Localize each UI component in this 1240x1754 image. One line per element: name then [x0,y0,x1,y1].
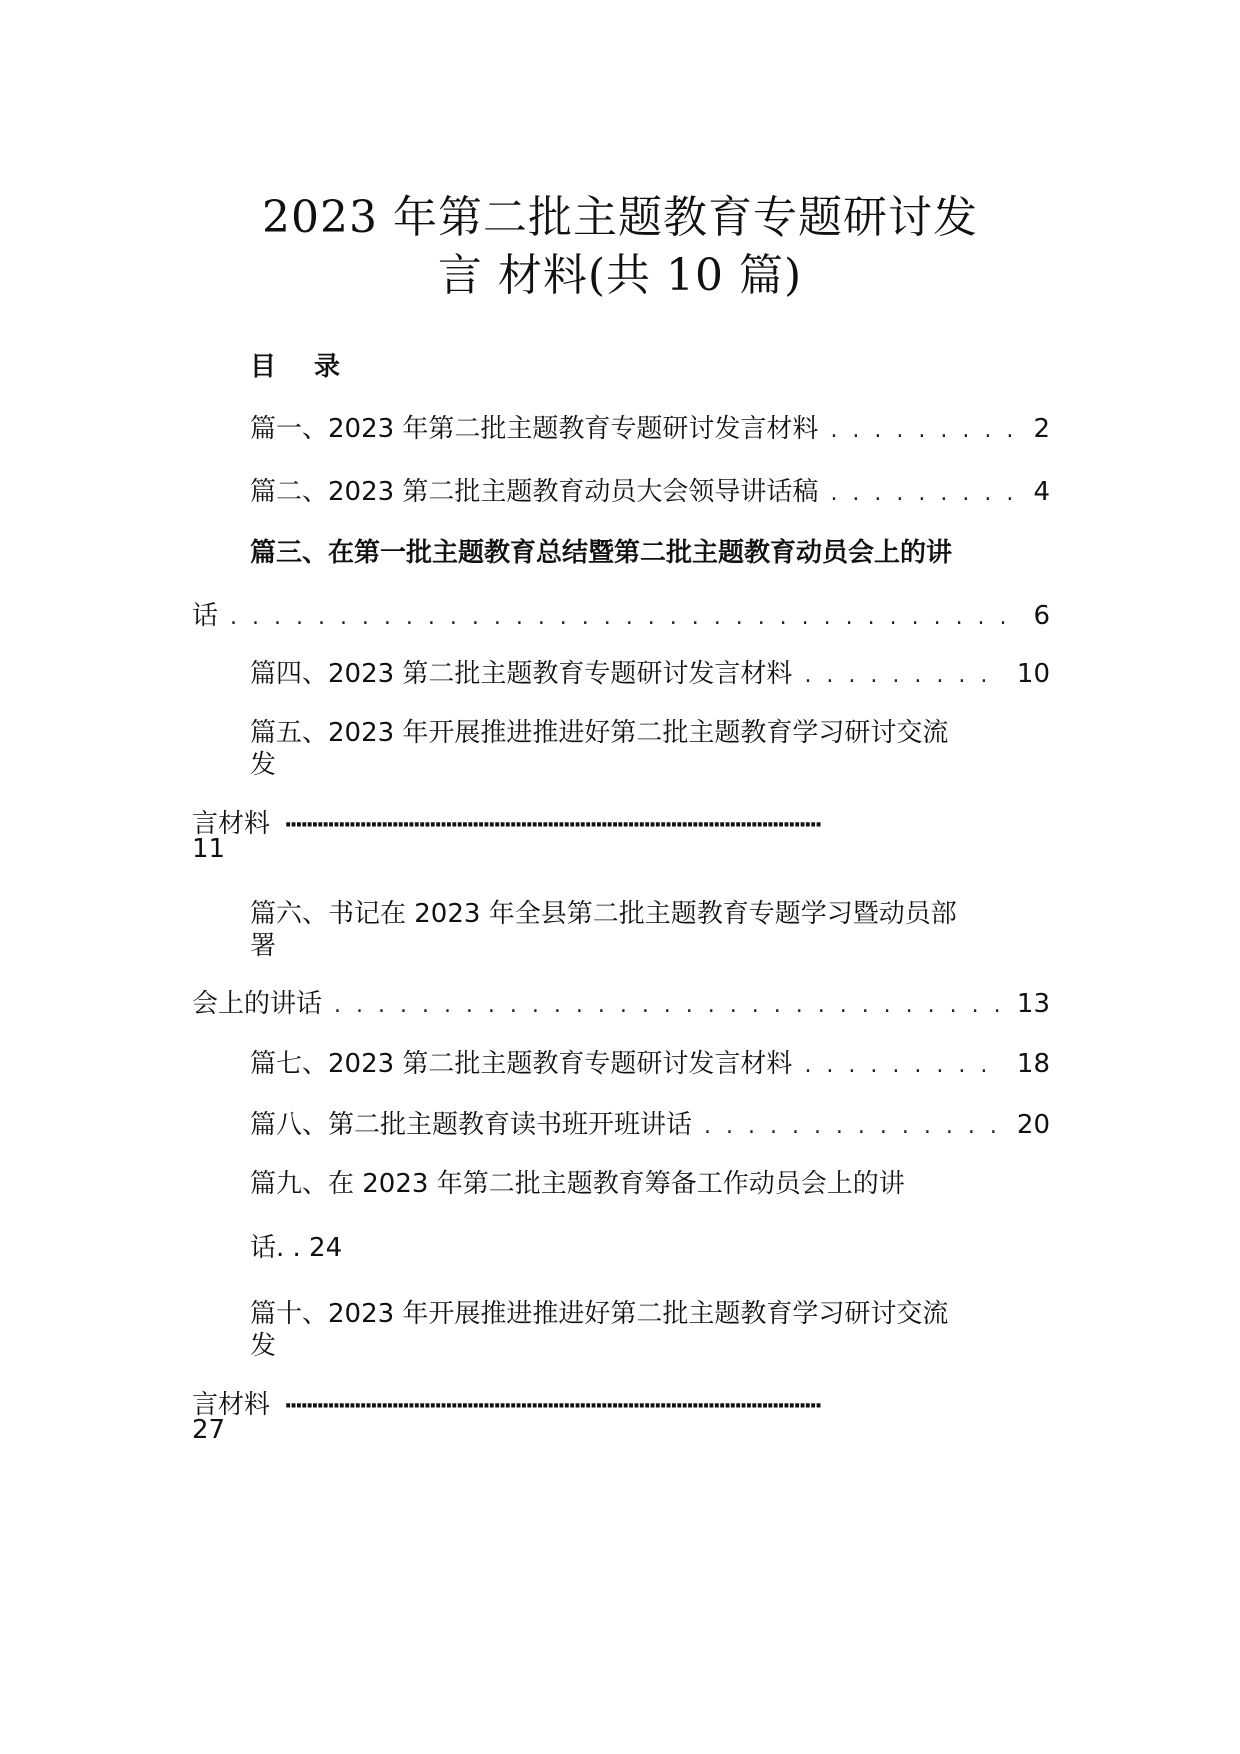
toc-item-8-label: 篇八、第二批主题教育读书班开班讲话 [250,1110,693,1140]
toc-item-7-label: 篇七、2023 第二批主题教育专题研讨发言材料 [250,1049,793,1079]
document-title-line-2: 言 材料(共 10 篇) [437,250,803,301]
toc-item-2-page: 4 [1033,477,1050,507]
toc-item-2-label: 篇二、2023 第二批主题教育动员大会领导讲话稿 [250,477,819,507]
toc-item-1-page: 2 [1033,414,1050,444]
toc-item-5-label-line-3: 言材料 [192,809,271,839]
toc-item-10-page: 27 [192,1415,226,1445]
toc-item-6-page: 13 [1016,989,1050,1019]
toc-leader-dots [704,1114,1003,1139]
toc-leader-dots-heavy [284,813,1024,838]
toc-item-6-label-line-1[interactable]: 篇六、书记在 2023 年全县第二批主题教育专题学习暨动员部 [250,899,957,929]
toc-item-4-page: 10 [1016,659,1050,689]
toc-heading-char-2: 录 [314,352,341,382]
toc-item-10-label-line-3: 言材料 [192,1390,271,1420]
toc-leader-dots [230,605,1016,630]
toc-heading [250,346,340,383]
toc-item-10-label-line-1[interactable]: 篇十、2023 年开展推进推进好第二批主题教育学习研讨交流 [250,1299,949,1329]
toc-item-5-label-line-1[interactable]: 篇五、2023 年开展推进推进好第二批主题教育学习研讨交流 [250,718,949,748]
toc-item-6[interactable] [192,983,1050,1020]
toc-leader-dots [804,663,1002,688]
toc-item-10-line-3[interactable] [192,1384,1024,1421]
toc-item-4-label: 篇四、2023 第二批主题教育专题研讨发言材料 [250,659,793,689]
toc-item-8-page: 20 [1016,1110,1050,1140]
toc-leader-dots [830,481,1016,506]
toc-item-1-label: 篇一、2023 年第二批主题教育专题研讨发言材料 [250,414,819,444]
toc-item-9-label-line-1[interactable]: 篇九、在 2023 年第二批主题教育筹备工作动员会上的讲 [250,1169,905,1199]
toc-leader-dots-heavy [284,1394,1024,1419]
toc-item-5-label-line-2: 发 [250,750,277,780]
toc-item-3-label-line-1[interactable]: 篇三、在第一批主题教育总结暨第二批主题教育动员会上的讲 [250,538,953,568]
toc-leader-dots [334,993,1003,1018]
toc-item-3-page: 6 [1033,601,1050,631]
toc-item-6-label-line-2: 署 [250,931,277,961]
toc-item-9-label-line-2[interactable]: 话. . 24 [250,1233,343,1263]
toc-item-2[interactable] [250,471,1050,508]
toc-heading-char-1: 目 [250,352,277,382]
toc-item-7-page: 18 [1016,1049,1050,1079]
toc-item-3-label-line-2: 话 [192,601,219,631]
toc-item-4[interactable] [250,653,1050,690]
toc-item-5-line-3[interactable] [192,803,1024,840]
toc-item-6-label-line-3: 会上的讲话 [192,989,323,1019]
toc-item-8[interactable] [250,1104,1050,1141]
toc-leader-dots [804,1053,1002,1078]
toc-item-5-page: 11 [192,834,226,864]
toc-item-3[interactable] [192,595,1050,632]
document-title-line-1: 2023 年第二批主题教育专题研讨发 [262,192,978,243]
toc-item-7[interactable] [250,1043,1050,1080]
toc-item-1[interactable] [250,408,1050,445]
toc-item-10-label-line-2: 发 [250,1331,277,1361]
toc-leader-dots [830,418,1016,443]
